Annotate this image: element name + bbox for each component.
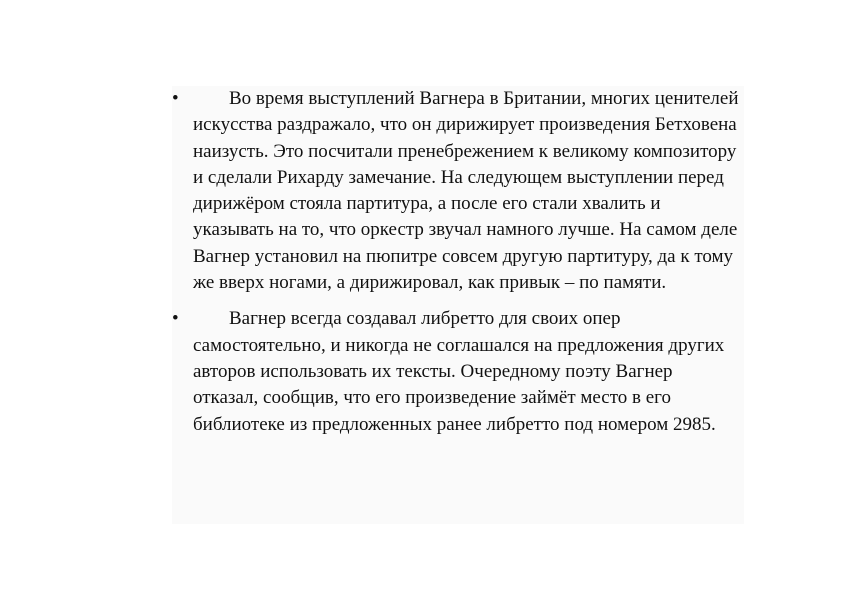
bullet-list xyxy=(172,86,744,438)
paragraph-wagner-libretto: Вагнер всегда создавал либретто для своих опер самостоятельно, и никогда не соглашался на предложения других авторов использовать их тексты. Очередному поэту Вагнер отказал, сообщив, что его произведение займёт место в его библиотеке из предложенных ранее либретто под номером 2985. xyxy=(193,308,725,435)
text-panel xyxy=(172,86,744,524)
bullet-marker: • xyxy=(172,88,179,109)
paragraph-wagner-britain: Во время выступлений Вагнера в Британии, многих ценителей искусства раздражало, что он дирижирует произведения Бетховена наизусть. Это посчитали пренебрежением к великому композитору и сделали Рихарду замечание. На следующем выступлении перед дирижёром стояла партитура, а после его стали хвалить и указывать на то, что оркестр звучал намного лучше. На самом деле Вагнер установил на пюпитре совсем другую партитуру, да к тому же вверх ногами, а дирижировал, как привык – по памяти. xyxy=(193,88,739,294)
bullet-marker: • xyxy=(172,308,179,330)
list-item-wagner-libretto xyxy=(172,306,744,437)
list-item-wagner-britain xyxy=(172,86,744,296)
